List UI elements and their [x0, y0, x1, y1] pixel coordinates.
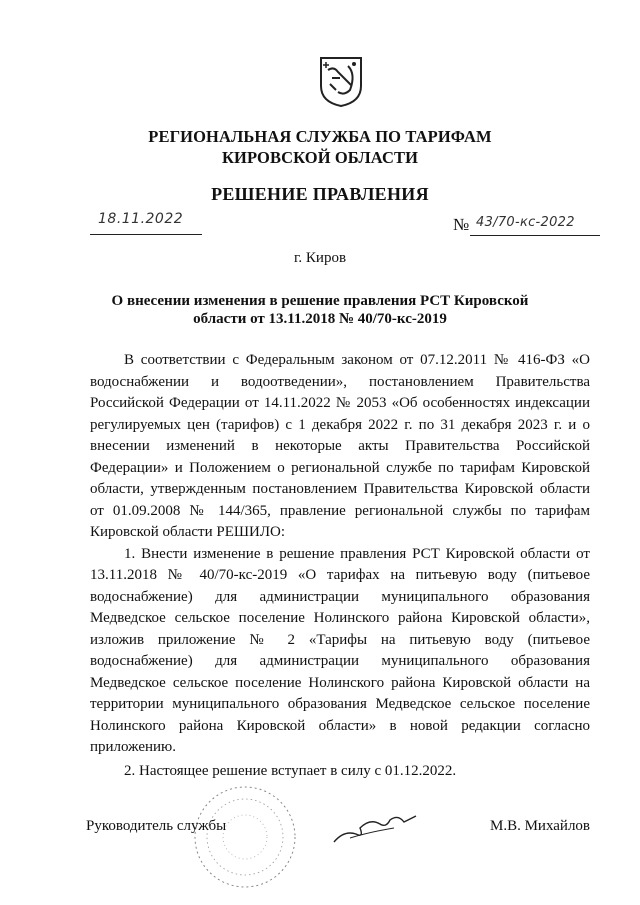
document-body	[90, 350, 590, 782]
decision-item-2: 2. Настоящее решение вступает в силу с 01.12.2022.	[124, 762, 457, 779]
subject-line2: области от 13.11.2018 № 40/70-кс-2019	[193, 311, 447, 327]
handwritten-signature-icon	[330, 808, 420, 848]
city: г. Киров	[293, 250, 347, 266]
handwritten-date: 18.11.2022	[98, 211, 184, 227]
coat-of-arms-icon	[318, 56, 364, 108]
organization-name	[0, 126, 640, 168]
subject-line1: О внесении изменения в решение правления РСТ Кировской	[111, 293, 529, 309]
signatory-role: Руководитель службы	[86, 818, 227, 834]
round-seal-stamp-icon	[190, 782, 300, 892]
number-sign: №	[453, 215, 470, 234]
document-title: РЕШЕНИЕ ПРАВЛЕНИЯ	[211, 184, 429, 204]
preamble-paragraph: В соответствии с Федеральным законом от 07.12.2011 № 416-ФЗ «О водоснабжении и водоотведении», постановлением Правительства Российской Федерации от 14.11.2022 № 2053 «Об особенностях индексации регулируемых цен (тарифов) с 1 декабря 2022 г. по 31 декабря 2023 г. и о внесении изменений в некоторые акты Правительства Российской Федерации» и Положением о региональной службе по тарифам Кировской области, утвержденным постановлением Правительства Кировской области от 01.09.2008 № 144/365, правление региональной службы по тарифам Кировской области РЕШИЛО:	[90, 352, 590, 540]
document-subject	[0, 292, 640, 328]
organization-name-line1: РЕГИОНАЛЬНАЯ СЛУЖБА ПО ТАРИФАМ	[148, 127, 492, 146]
decision-item-1: 1. Внести изменение в решение правления РСТ Кировской области от 13.11.2018 № 40/70-кс-2019 «О тарифах на питьевую воду (питьевое водоснабжение) для администрации муниципального образования Медведское сельское поселение Нолинского района Кировской области», изложив приложение № 2 «Тарифы на питьевую воду (питьевое водоснабжение) для администрации муниципального образования Медведское сельское поселение Нолинского района Кировской области на территории муниципального образования Медведское сельское поселение Нолинского района Кировской области» в новой редакции согласно приложению.	[90, 545, 590, 755]
handwritten-number: 43/70-кс-2022	[476, 215, 575, 230]
signatory-name: М.В. Михайлов	[490, 818, 591, 834]
organization-name-line2: КИРОВСКОЙ ОБЛАСТИ	[221, 148, 419, 167]
